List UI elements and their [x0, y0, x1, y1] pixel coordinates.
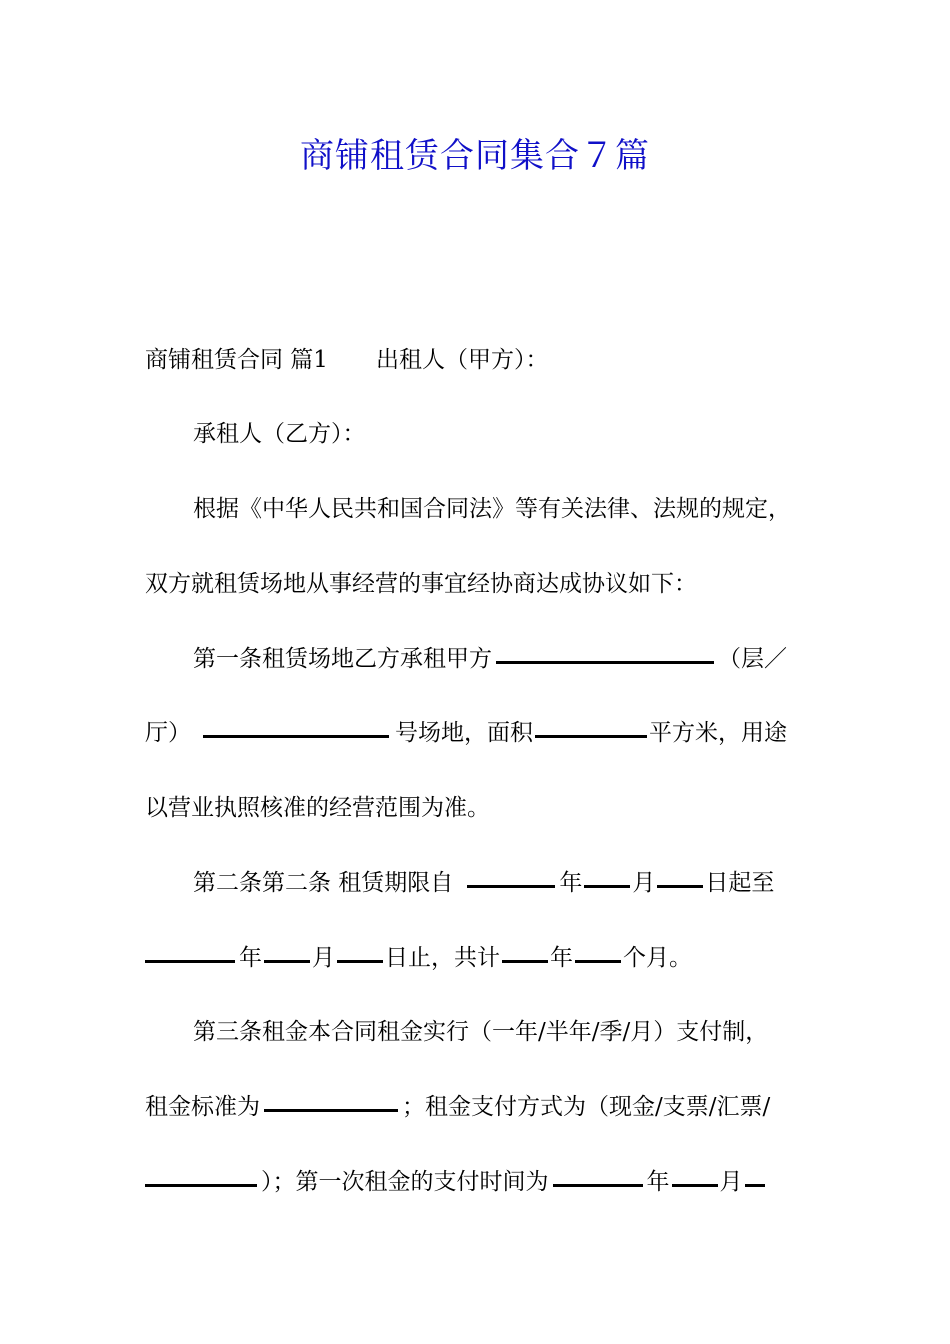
floor-unit-text: （层／: [718, 646, 787, 672]
contract-heading: 商铺租赁合同 篇1: [145, 347, 328, 373]
blank-start-year: [467, 871, 555, 888]
text-line-12: [145, 1162, 835, 1202]
text-line-9: [145, 938, 835, 978]
usage-text: 平方米，用途: [649, 720, 787, 746]
blank-payment-other: [145, 1170, 257, 1187]
blank-first-year: [553, 1170, 643, 1187]
blank-total-years: [502, 946, 548, 963]
blank-floor: [496, 647, 714, 664]
paragraph-text: 以营业执照核准的经营范围为准。: [145, 795, 490, 821]
year-text: 年: [239, 945, 262, 971]
month-text: 月: [312, 945, 335, 971]
blank-first-day: [745, 1170, 765, 1187]
hall-text: 厅）: [145, 720, 191, 746]
paragraph-text: 根据《中华人民共和国合同法》等有关法律、法规的规定，: [193, 496, 791, 522]
article-2-text: 第二条第二条 租赁期限自: [193, 870, 454, 896]
first-payment-text: ）；第一次租金的支付时间为: [261, 1169, 549, 1195]
rent-standard-text: 租金标准为: [145, 1094, 260, 1120]
text-line-11: [145, 1087, 835, 1127]
blank-start-month: [584, 871, 630, 888]
month-text: 月: [719, 1169, 743, 1195]
blank-end-day: [337, 946, 383, 963]
blank-first-month: [672, 1170, 718, 1187]
text-line-2: [145, 414, 835, 454]
blank-start-day: [657, 871, 703, 888]
month-text: 月: [632, 870, 656, 896]
day-text: 日起至: [705, 870, 775, 896]
payment-method-text: ；租金支付方式为（现金/支票/汇票/: [402, 1094, 771, 1120]
year-text: 年: [559, 870, 583, 896]
article-1-text: 第一条租赁场地乙方承租甲方: [193, 646, 492, 672]
year-text: 年: [550, 945, 573, 971]
text-line-4: [145, 564, 835, 604]
blank-total-months: [575, 946, 621, 963]
blank-rent-standard: [264, 1095, 398, 1112]
article-3-text: 第三条租金本合同租金实行（一年/半年/季/月）支付制，: [193, 1019, 769, 1045]
text-line-6: [145, 713, 835, 753]
text-line-3: [145, 489, 835, 529]
paragraph-text: 双方就租赁场地从事经营的事宜经协商达成协议如下：: [145, 571, 697, 597]
document-title: 商铺租赁合同集合７篇: [300, 136, 650, 176]
lessor-label: 出租人（甲方）：: [375, 347, 549, 373]
text-line-8: [145, 863, 835, 903]
blank-area: [535, 721, 647, 738]
year-text: 年: [646, 1169, 670, 1195]
blank-site-number: [203, 721, 389, 738]
text-line-5: [145, 639, 835, 679]
end-total-text: 日止，共计: [385, 945, 500, 971]
months-text: 个月。: [623, 945, 692, 971]
text-line-7: [145, 788, 835, 828]
blank-end-year: [145, 946, 235, 963]
blank-end-month: [264, 946, 310, 963]
lessee-label: 承租人（乙方）：: [193, 421, 366, 447]
site-area-text: 号场地，面积: [395, 720, 533, 746]
text-line-1: [145, 340, 835, 380]
text-line-10: [145, 1012, 835, 1052]
